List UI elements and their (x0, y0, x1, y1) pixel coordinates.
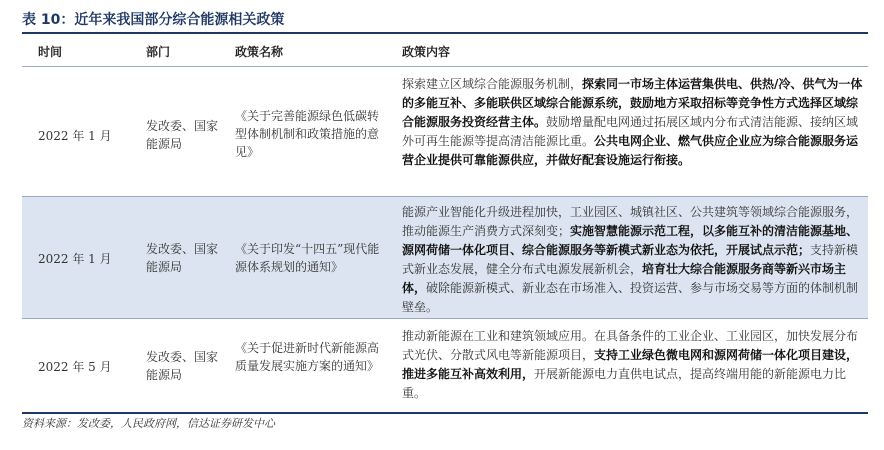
row-date: 2022 年 1 月 (38, 129, 112, 143)
content-text: 能源产业智能化升级进程加快，工业园区、城镇社区、公共建筑等领域综合能源服务，推动能源生产消费方式深刻变； (402, 205, 859, 238)
content-text: 破除能源新模式、新业态在市场准入、投资运营、参与市场交易等方面的体制机制壁垒。 (402, 281, 859, 314)
row-policy-content (402, 75, 864, 170)
table-header (22, 34, 868, 66)
header-dept: 部门 (146, 45, 171, 59)
row-policy-content (402, 203, 864, 317)
content-text: 支持新模式新业态发展，健全分布式电源发展新机会， (402, 243, 859, 276)
table-title: 表 10：近年来我国部分综合能源相关政策 (22, 12, 285, 28)
content-emphasis: 培育壮大综合能源服务商等新兴市场主体， (402, 262, 847, 295)
content-emphasis: 实施智慧能源示范工程，以多能互补的清洁能源基地、源网荷储一体化项目、综合能源服务等新模式新业态为依托，开展试点示范； (402, 224, 859, 257)
row-dept: 发改委、国家能源局 (146, 119, 219, 151)
content-text: 开展新能源电力直供电试点，提高终端用能的新能源电力比重。 (402, 367, 847, 400)
table-bottom-border (22, 412, 868, 414)
content-text: 推动新能源在工业和建筑领域应用。在具备条件的工业企业、工业园区，加快发展分布式光伏、分散式风电等新能源项目， (402, 329, 859, 362)
content-emphasis: 公共电网企业、燃气供应企业应为综合能源服务运营企业提供可靠能源供应，并做好配套设施运行衔接。 (402, 134, 859, 167)
row-date: 2022 年 5 月 (38, 360, 112, 374)
table-row (22, 197, 868, 318)
header-date: 时间 (38, 45, 63, 59)
header-content: 政策内容 (402, 45, 451, 59)
content-text: 探索建立区域综合能源服务机制， (402, 77, 583, 91)
source-note: 资料来源：发改委，人民政府网，信达证券研发中心 (22, 417, 275, 430)
table-title-bar (22, 6, 868, 34)
row-policy-content (402, 327, 864, 403)
row-date: 2022 年 1 月 (38, 252, 112, 266)
row-policy-name: 《关于完善能源绿色低碳转型体制机制和政策措施的意见》 (235, 109, 380, 159)
content-emphasis: 探索同一市场主体运营集供电、供热/冷、供气为一体的多能互补、多能联供区域综合能源系统，鼓励地方采取招标等竞争性方式选择区域综合能源服务投资经营主体。 (402, 77, 863, 129)
row-policy-name: 《关于印发“十四五”现代能源体系规划的通知》 (235, 242, 380, 274)
content-text: 鼓励增量配电网通过拓展区域内分布式清洁能源、接纳区域外可再生能源等提高清洁能源比重。 (402, 115, 859, 148)
header-name: 政策名称 (235, 45, 284, 59)
content-emphasis: 支持工业绿色微电网和源网荷储一体化项目建设，推进多能互补高效利用， (402, 348, 859, 381)
table-row (22, 67, 868, 196)
row-dept: 发改委、国家能源局 (146, 350, 219, 382)
table-row (22, 319, 868, 412)
row-policy-name: 《关于促进新时代新能源高质量发展实施方案的通知》 (235, 341, 380, 373)
row-dept: 发改委、国家能源局 (146, 242, 219, 274)
